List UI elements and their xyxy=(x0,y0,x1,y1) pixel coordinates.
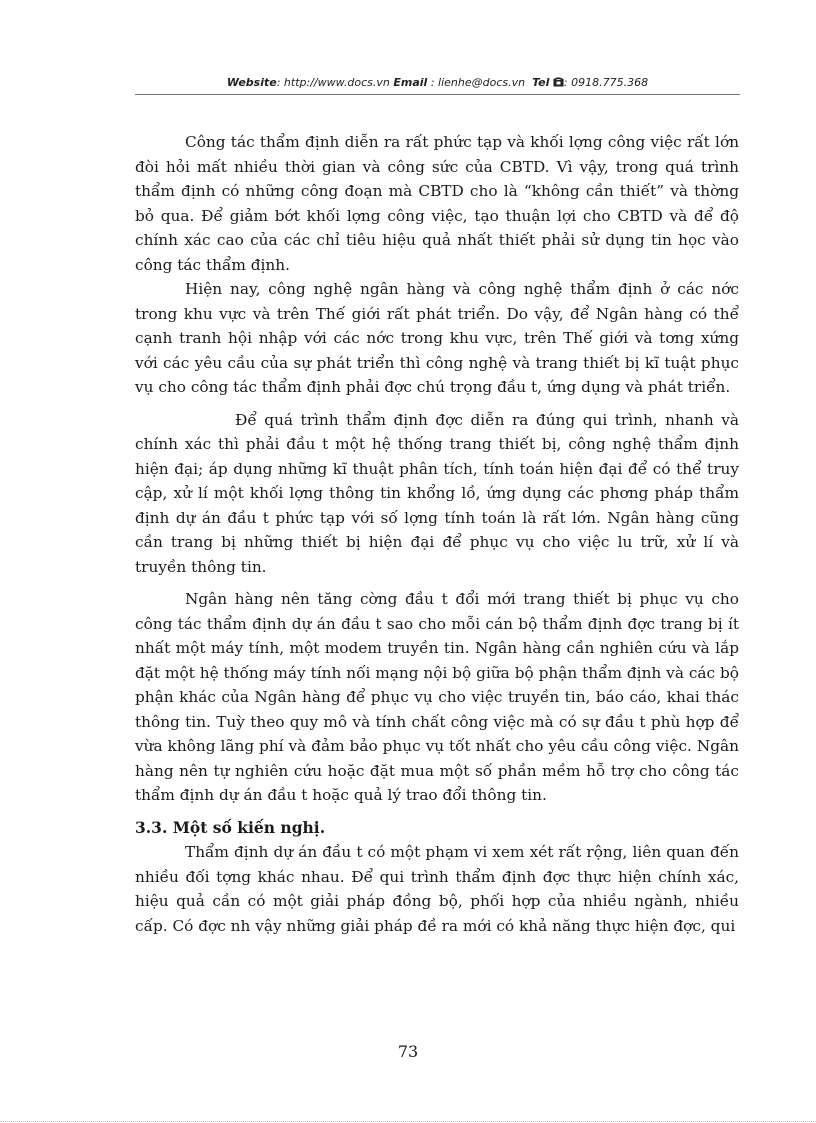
paragraph-4: Ngân hàng nên tăng cờng đầu t đổi mới trang thiết bị phục vụ cho công tác thẩm định dự án đầu t sao cho mỗi cán bộ thẩm định đợc trang bị ít nhất một máy tính, một modem truyền tin. Ngân hàng cần nghiên cứu và lắp đặt một hệ thống máy tính nối mạng nội bộ giữa bộ phận thẩm định và các bộ phận khác của Ngân hàng để phục vụ cho việc truyền tin, báo cáo, khai thác thông tin. Tuỳ theo quy mô và tính chất công việc mà có sự đầu t phù hợp để vừa không lãng phí và đảm bảo phục vụ tốt nhất cho yêu cầu công việc. Ngân hàng nên tự nghiên cứu hoặc đặt mua một số phần mềm hỗ trợ cho công tác thẩm định dự án đầu t hoặc quả lý trao đổi thông tin. xyxy=(135,590,739,804)
paragraph-2: Hiện nay, công nghệ ngân hàng và công nghệ thẩm định ở các nớc trong khu vực và trên Thế giới rất phát triển. Do vậy, để Ngân hàng có thể cạnh tranh hội nhập với các nớc trong khu vực, trên Thế giới và tơng xứng với các yêu cầu của sự phát triển thì công nghệ và trang thiết bị kĩ tuật phục vụ cho công tác thẩm định phải đợc chú trọng đầu t, ứng dụng và phát triển. xyxy=(135,280,739,396)
section-heading: 3.3. Một số kiến nghị. xyxy=(135,817,326,837)
tel-value: : 0918.775.368 xyxy=(563,76,649,89)
page-bottom-border xyxy=(0,1121,816,1122)
document-body xyxy=(135,130,739,938)
email-label: Email xyxy=(393,76,428,89)
paragraph-3: Để quá trình thẩm định đợc diễn ra đúng qui trình, nhanh và chính xác thì phải đầu t một hệ thống trang thiết bị, công nghệ thẩm định hiện đại; áp dụng những kĩ thuật phân tích, tính toán hiện đại để có thể truy cập, xử lí một khối lợng thông tin khổng lồ, ứng dụng các phơng pháp thẩm định dự án đầu t phức tạp với số lợng tính toán là rất lớn. Ngân hàng cũng cần trang bị những thiết bị hiện đại để phục vụ cho việc lu trữ, xử lí và truyền thông tin. xyxy=(135,410,739,576)
website-label: Website xyxy=(226,76,277,89)
email-value: : lienhe@docs.vn xyxy=(430,76,526,89)
phone-icon xyxy=(553,77,564,90)
page-number: 73 xyxy=(397,1042,419,1061)
header-divider xyxy=(135,94,740,95)
paragraph-1: Công tác thẩm định diễn ra rất phức tạp và khối lợng công việc rất lớn đòi hỏi mất nhiều thời gian và công sức của CBTD. Vì vậy, trong quá trình thẩm định có những công đoạn mà CBTD cho là “không cần thiết” và thờng bỏ qua. Để giảm bớt khối lợng công việc, tạo thuận lợi cho CBTD và để độ chính xác cao của các chỉ tiêu hiệu quả nhất thiết phải sử dụng tin học vào công tác thẩm định. xyxy=(135,133,739,274)
section-paragraph: Thẩm định dự án đầu t có một phạm vi xem xét rất rộng, liên quan đến nhiều đối tợng khác nhau. Để qui trình thẩm định đợc thực hiện chính xác, hiệu quả cần có một giải pháp đồng bộ, phối hợp của nhiều ngành, nhiều cấp. Có đợc nh vậy những giải pháp đề ra mới có khả năng thực hiện đợc, qui xyxy=(135,843,739,935)
website-value: : http://www.docs.vn xyxy=(276,76,390,89)
page-header xyxy=(135,76,740,92)
tel-label: Tel xyxy=(532,76,550,89)
